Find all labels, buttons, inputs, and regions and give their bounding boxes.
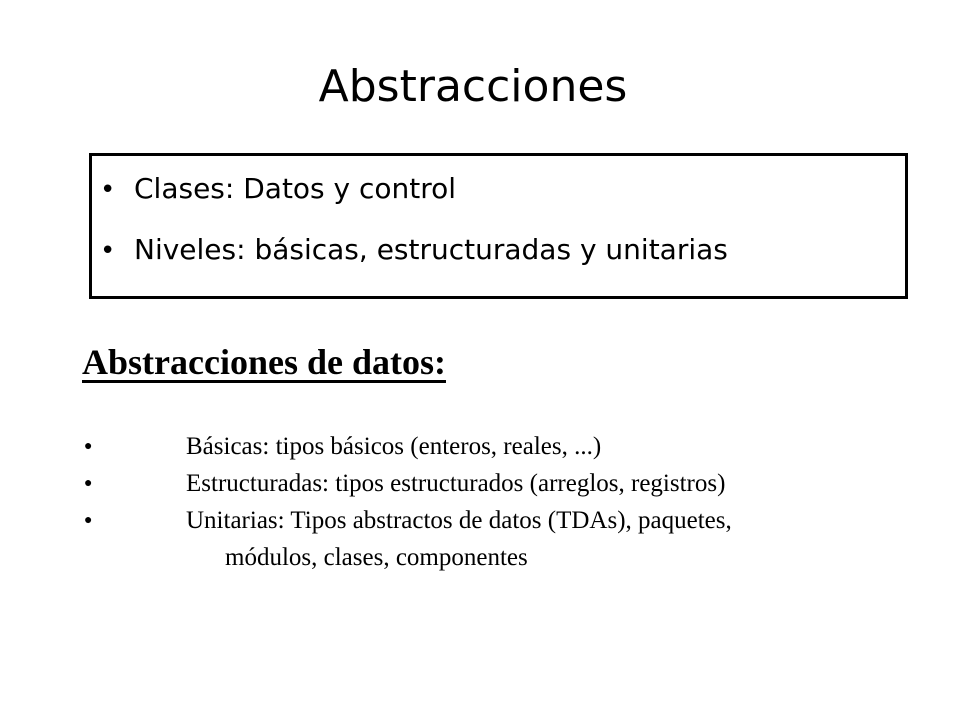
list-item <box>100 169 456 210</box>
list-item-text: Clases: Datos y control <box>134 172 457 205</box>
list-item-text: módulos, clases, componentes <box>225 544 528 571</box>
summary-box <box>89 153 908 299</box>
list-item <box>84 502 944 539</box>
list-item-text: Básicas: tipos básicos (enteros, reales, ...) <box>186 433 602 460</box>
bullet-icon: ● <box>84 439 93 454</box>
slide-title: Abstracciones <box>318 61 628 112</box>
data-abstractions-list <box>84 428 944 576</box>
list-item-continuation <box>84 539 944 576</box>
bullet-icon: ● <box>84 513 93 528</box>
list-item-text: Unitarias: Tipos abstractos de datos (TDAs), paquetes, <box>186 507 732 534</box>
list-item-text: Estructuradas: tipos estructurados (arreglos, registros) <box>186 470 726 497</box>
bullet-icon: • <box>100 175 116 205</box>
list-item <box>84 428 944 465</box>
list-item <box>84 465 944 502</box>
section-heading: Abstracciones de datos: <box>82 342 446 382</box>
bullet-icon: • <box>100 236 116 266</box>
bullet-icon: ● <box>84 476 93 491</box>
list-item <box>100 230 728 271</box>
list-item-text: Niveles: básicas, estructuradas y unitarias <box>134 233 728 266</box>
